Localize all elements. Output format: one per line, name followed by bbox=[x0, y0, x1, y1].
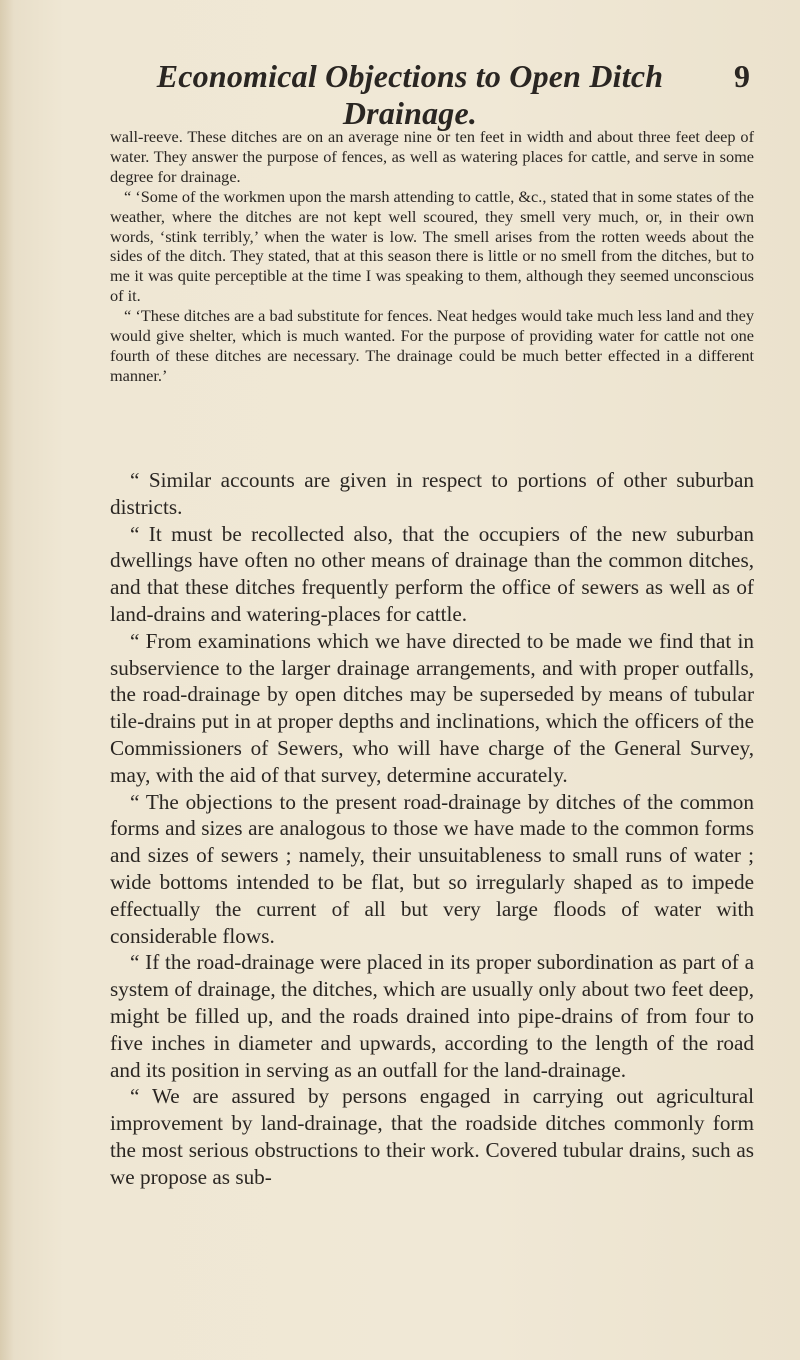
page-number: 9 bbox=[734, 58, 750, 94]
running-title: Economical Objections to Open Ditch Drainage. bbox=[156, 58, 664, 131]
body-paragraph: “ From examinations which we have directed to be made we find that in subservience to the larger drainage arrangements, and with proper outfalls, the road-drainage by open ditches may be superseded by means of tubular tile-drains put in at proper depths and inclinations, which the officers of the Commissioners of Sewers, who will have charge of the General Survey, may, with the aid of that survey, determine accurately. bbox=[110, 628, 754, 787]
body-paragraph: “ Similar accounts are given in respect to portions of other suburban districts. bbox=[110, 468, 754, 519]
body-paragraph: “ If the road-drainage were placed in its proper subordination as part of a system of drainage, the ditches, which are usually only about two feet deep, might be filled up, and the roads drained into pipe-drains of from four to five inches in diameter and upwards, according to the length of the road and its position in serving as an outfall for the land-drainage. bbox=[110, 950, 754, 1082]
quote-paragraph: “ ‘These ditches are a bad substitute for fences. Neat hedges would take much less land and they would give shelter, which is much wanted. For the purpose of providing water for cattle not one fourth of these ditches are necessary. The drainage could be much better effected in a different manner.’ bbox=[110, 306, 754, 385]
quote-paragraph: wall-reeve. These ditches are on an average nine or ten feet in width and about three feet deep of water. They answer the purpose of fences, as well as watering places for cattle, and serve in some degree for drainage. bbox=[110, 127, 754, 186]
page-gutter-shadow bbox=[0, 0, 14, 1360]
quote-paragraph: “ ‘Some of the workmen upon the marsh attending to cattle, &c., stated that in some states of the weather, where the ditches are not kept well scoured, they smell very much, or, in their own words, ‘stink terribly,’ when the water is low. The smell arises from the rotten weeds about the sides of the ditch. They stated, that at this season there is little or no smell from the ditches, but to me it was quite perceptible at the time I was speaking to them, although they seemed unconscious of it. bbox=[110, 186, 754, 306]
body-paragraph: “ We are assured by persons engaged in carrying out agricultural improvement by land-drainage, that the roadside ditches commonly form the most serious obstructions to their work. Covered tubular drains, such as we propose as sub- bbox=[110, 1084, 754, 1189]
body-paragraph: “ The objections to the present road-drainage by ditches of the common forms and sizes are analogous to those we have made to the common forms and sizes of sewers ; namely, their unsuitableness to small runs of water ; wide bottoms intended to be flat, but so irregularly shaped as to impede effectually the current of all but very large floods of water with considerable flows. bbox=[110, 789, 754, 948]
main-text-block bbox=[110, 467, 754, 1191]
quoted-report-block bbox=[110, 127, 754, 386]
page-header bbox=[110, 58, 750, 131]
body-paragraph: “ It must be recollected also, that the occupiers of the new suburban dwellings have often no other means of drainage than the common ditches, and that these ditches frequently perform the office of sewers as well as of land-drains and watering-places for cattle. bbox=[110, 521, 754, 626]
